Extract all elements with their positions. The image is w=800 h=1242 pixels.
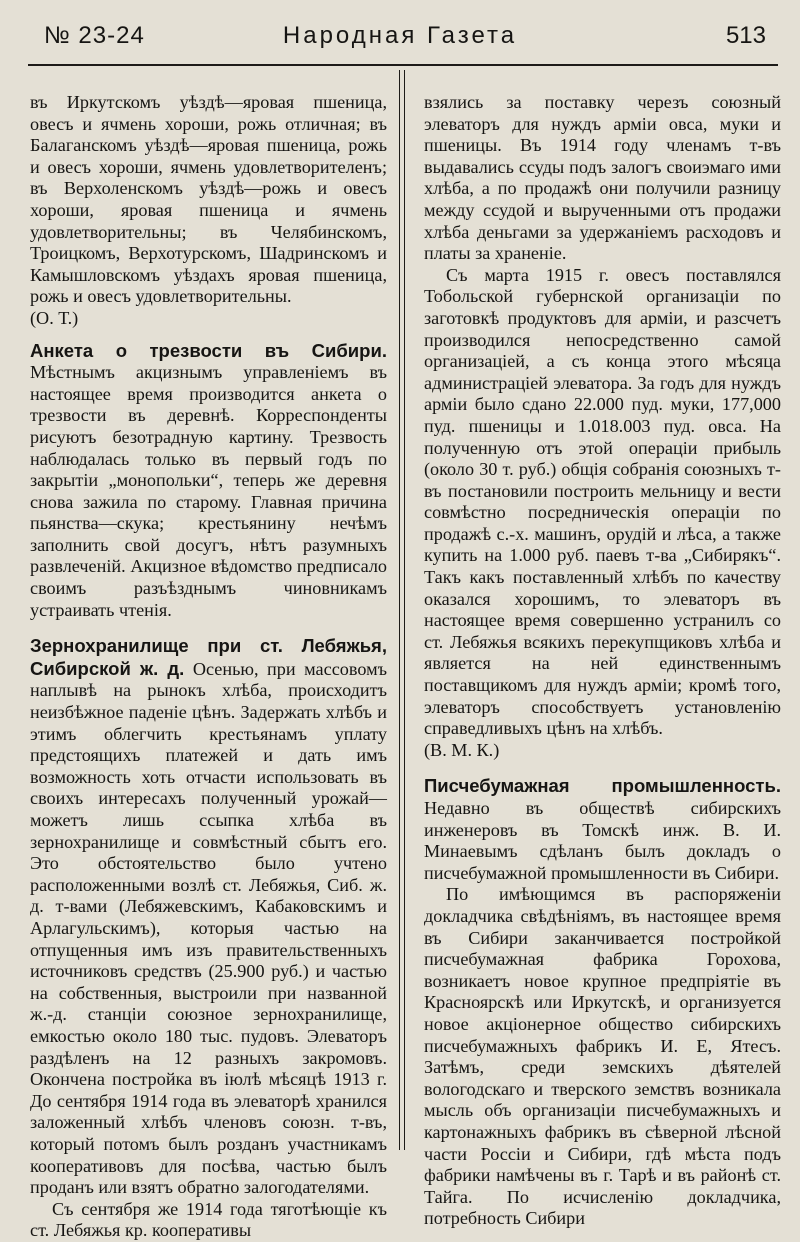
granary-signature: (В. М. К.) [424, 739, 500, 760]
article-paper-continued: По имѣющимся въ распоряженіи докладчика свѣдѣніямъ, въ настоящее время въ Сибири заканчивается постройкой писчебумажная фабрика Горохова, возникаетъ новое крупное предпріятіе въ Красноярскѣ или Иркутскѣ, и организуется новое акціонерное общество сибирскихъ писчебумажныхъ фабрикъ И. Е, Ятесъ. Затѣмъ, среди земскихъ дѣятелей вологодскаго и тверского земствъ возникала мысль объ организаціи писчебумажныхъ и картонажныхъ фабрикъ въ сѣверной лѣсной части Россіи и Сибири, гдѣ мѣста подъ фабрики намѣчены въ г. Тарѣ и въ районѣ ст. Тайга. По исчисленію докладчика, потребность Сибири [424, 884, 781, 1229]
header-rule [28, 64, 778, 66]
granary-second-paragraph: Съ марта 1915 г. овесъ поставлялся Тобольской губернской организаціи по заготовкѣ продуктовъ для арміи, и разсчетъ производился непосредственно самой организаціей, а съ конца этого мѣсяца администраціей элеватора. За годъ для нуждъ арміи было сдано 22.000 пуд. муки, 177,000 пуд. пшеницы и 1.018.003 пуд. овса. На полученную отъ этой операціи прибыль (около 30 т. руб.) общія собранія союзныхъ т-въ постановили построить мельницу и вести совмѣстно посредническія операціи по продажѣ с.-х. машинъ, орудій и лѣса, а также купить на 1.000 руб. паевъ т-ва „Сибирякъ“. Такъ какъ поставленный хлѣбъ по качеству оказался хорошимъ, то элеваторъ въ настоящее время совершенно устранилъ со ст. Лебяжья всякихъ перекупщиковъ хлѣба и является на ней единственнымъ поставщикомъ для нуждъ арміи; кромѣ того, элеваторъ способствуетъ установленію справедливыхъ цѣнъ на хлѣбъ. [424, 264, 781, 739]
crop-report-signature: (О. Т.) [30, 307, 79, 328]
article-sobriety [30, 340, 387, 622]
article-granary-continued: Съ сентября же 1914 года тяготѣющіе къ ст. Лебяжья кр. кооперативы [30, 1198, 387, 1241]
article-paper-text: Недавно въ обществѣ сибирскихъ инженеровъ въ Томскѣ инж. В. И. Минаевымъ сдѣланъ былъ докладъ о писчебумажной промышленности въ Сибири. [424, 798, 781, 883]
right-column [424, 92, 781, 1230]
left-column [30, 92, 387, 1242]
granary-continued-text: взялись за поставку черезъ союзный элеваторъ для нуждъ арміи овса, муки и пшеницы. Въ 1914 году членамъ т-въ выдавались ссуды подъ залогъ своиэмаго ими хлѣба, а по продажѣ они получили разницу между ссудой и вырученными отъ продажи хлѣба деньгами за удержаніемъ расходовъ и платы за храненіе. [424, 92, 781, 264]
crop-report-text: въ Иркутскомъ уѣздѣ—яровая пшеница, овесъ и ячмень хороши, рожь отличная; въ Балаганскомъ уѣздѣ—яровая пшеница, рожь и овесъ хороши, ячмень удовлетворителенъ; въ Верхоленскомъ уѣздѣ—рожь и овесъ хороши, яровая пшеница и ячмень удовлетворительны; въ Челябинскомъ, Троицкомъ, Верхотурскомъ, Шадринскомъ и Камышловскомъ уѣздахъ яровая пшеница, рожь и овесъ удовлетворительны. [30, 92, 387, 307]
article-granary-text: Осенью, при массовомъ наплывѣ на рынокъ хлѣба, происходитъ неизбѣжное паденіе цѣнъ. Задержать хлѣбъ и этимъ облегчить крестьянамъ уплату предстоящихъ платежей и дать имъ возможность хоть отчасти использовать въ своихъ интересахъ полученный урожай—можетъ лишь ссыпка хлѣба въ зернохранилище и совмѣстный сбытъ его. Это обстоятельство было учтено расположенными возлѣ ст. Лебяжья, Сиб. ж. д. т-вами (Лебяжевскимъ, Кабаковскимъ и Арлагульскимъ), которыя частью на отпущенныя имъ изъ правительственныхъ источниковъ средствъ (25.900 руб.) и частью на собственныя, выстроили при названной ж.-д. станціи союзное зернохранилище, емкостью около 180 тыс. пудовъ. Элеваторъ раздѣленъ на 12 разныхъ закромовъ. Окончена постройка въ іюлѣ мѣсяцѣ 1913 г. До сентября 1914 года въ элеваторѣ хранился заложенный хлѣбъ членовъ союзн. т-въ, который потомъ былъ розданъ участникамъ кооперативовъ для посѣва, частью былъ проданъ или взятъ обратно залогодателями. [30, 658, 387, 1198]
newspaper-title: Народная Газета [282, 22, 518, 49]
issue-number: № 23-24 [44, 22, 145, 49]
article-granary-heading: Зернохранилище при ст. Лебяжья, Сибирской ж. д. [30, 635, 387, 679]
page-header [0, 0, 800, 66]
article-granary [30, 635, 387, 1198]
article-sobriety-text: Мѣстнымъ акцизнымъ управленіемъ въ настоящее время производится анкета о трезвости въ деревнѣ. Корреспонденты рисуютъ безотрадную картину. Трезвость наблюдалась только въ первый годъ по закрытіи „монопольки“, теперь же деревня снова зажила по старому. Главная причина пьянства—скука; крестьянину нечѣмъ заполнить свой досугъ, нѣтъ разумныхъ развлеченій. Акцизное вѣдомство предписало своимъ разъѣзднымъ чиновникамъ устраивать чтенія. [30, 362, 387, 620]
column-divider [399, 70, 405, 1150]
article-paper-industry [424, 775, 781, 884]
article-sobriety-heading: Анкета о трезвости въ Сибири. [30, 339, 387, 361]
article-paper-heading: Писчебумажная промышленность. [424, 775, 781, 797]
page-number: 513 [725, 22, 766, 49]
